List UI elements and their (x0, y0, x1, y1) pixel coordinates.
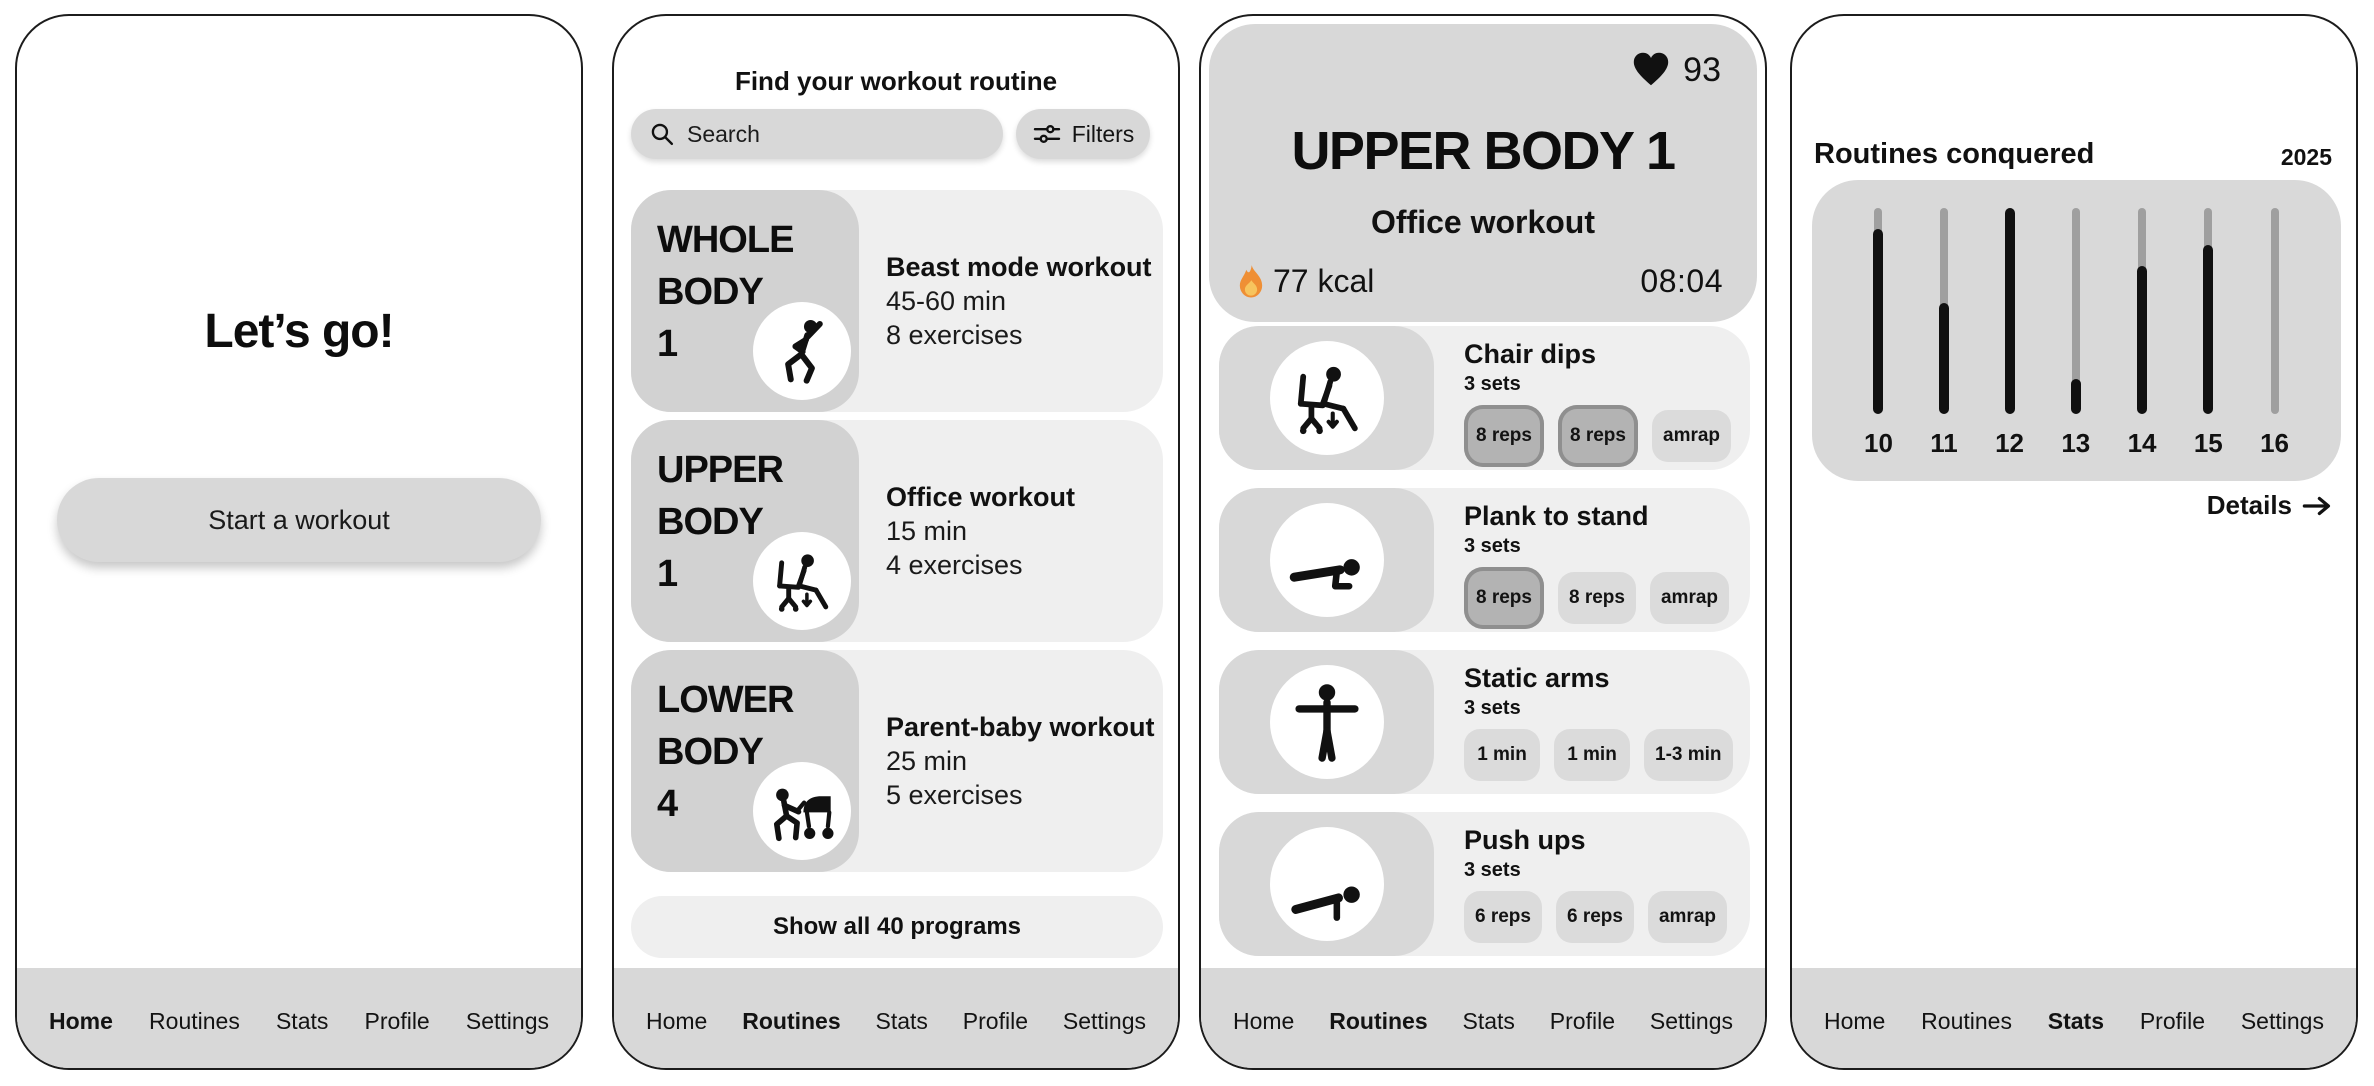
week-label: 16 (2260, 428, 2289, 458)
home-heading: Let’s go! (204, 305, 394, 358)
tab-stats[interactable]: Stats (1462, 1007, 1515, 1034)
program-exercise-count: 4 exercises (886, 550, 1023, 580)
gauge-track (1874, 208, 1882, 414)
set-chip[interactable]: 8 reps (1464, 567, 1544, 629)
program-info (886, 250, 1155, 352)
week-gauge (2128, 208, 2157, 481)
tab-home[interactable]: Home (49, 1007, 113, 1034)
program-card-whole-body-1[interactable] (631, 190, 1163, 412)
set-chip[interactable]: 1 min (1464, 729, 1540, 781)
likes-counter[interactable] (1631, 50, 1721, 90)
gauge-fill (2005, 208, 2015, 414)
tab-home[interactable]: Home (646, 1007, 708, 1034)
exercise-name: Plank to stand (1464, 501, 1649, 531)
exercise-info (1464, 663, 1742, 781)
gauge-fill (1939, 303, 1949, 414)
program-duration: 45-60 min (886, 286, 1007, 316)
exercise-tile (1219, 326, 1434, 470)
routines-conquered-chart (1812, 180, 2341, 481)
program-exercise-count: 5 exercises (886, 780, 1023, 810)
exercise-name: Chair dips (1464, 339, 1597, 369)
tab-routines[interactable]: Routines (1329, 1007, 1428, 1034)
tab-bar (1792, 968, 2356, 1068)
tile-line: LOWER (657, 679, 794, 721)
workout-title: UPPER BODY 1 (1291, 121, 1675, 181)
set-chip[interactable]: amrap (1648, 891, 1727, 943)
program-icon-circle (753, 532, 851, 630)
set-chip[interactable]: 8 reps (1558, 405, 1638, 467)
tile-line: 1 (657, 553, 678, 595)
tile-line: UPPER (657, 449, 783, 491)
tab-routines[interactable]: Routines (1921, 1007, 2012, 1034)
set-chips (1464, 405, 1742, 467)
set-chip[interactable]: 8 reps (1464, 405, 1544, 467)
search-placeholder: Search (687, 120, 760, 147)
set-chip[interactable]: 6 reps (1464, 891, 1542, 943)
tab-settings[interactable]: Settings (2240, 1007, 2324, 1034)
calories-value: 77 kcal (1273, 263, 1375, 299)
page-title: Find your workout routine (734, 66, 1058, 96)
exercise-icon-circle (1270, 503, 1384, 617)
set-chips (1464, 891, 1742, 943)
tab-routines[interactable]: Routines (742, 1007, 841, 1034)
gauge-track (2072, 208, 2080, 414)
week-gauge (1995, 208, 2024, 481)
exercise-name: Static arms (1464, 663, 1610, 693)
push-up-icon (1286, 843, 1368, 925)
tab-settings[interactable]: Settings (1062, 1007, 1146, 1034)
week-label: 12 (1995, 428, 2024, 458)
parent-stroller-icon (767, 776, 837, 846)
tab-home[interactable]: Home (1824, 1007, 1886, 1034)
program-duration: 15 min (886, 516, 968, 546)
start-workout-button[interactable]: Start a workout (57, 478, 541, 562)
week-gauge (2194, 208, 2223, 481)
exercise-row-plank-to-stand[interactable] (1219, 488, 1750, 632)
exercise-sets: 3 sets (1464, 373, 1521, 395)
set-chip[interactable]: amrap (1650, 572, 1729, 624)
gauge-track (1940, 208, 1948, 414)
exercise-row-chair-dips[interactable] (1219, 326, 1750, 470)
program-card-lower-body-4[interactable] (631, 650, 1163, 872)
program-tile (631, 420, 859, 642)
week-gauge (1864, 208, 1893, 481)
tab-profile[interactable]: Profile (1549, 1007, 1615, 1034)
gauge-track (2271, 208, 2279, 414)
exercise-row-push-ups[interactable] (1219, 812, 1750, 956)
exercise-info (1464, 339, 1742, 467)
heart-icon (1631, 50, 1671, 90)
tile-line: BODY (657, 271, 763, 313)
exercise-sets: 3 sets (1464, 697, 1521, 719)
tab-stats[interactable]: Stats (275, 1007, 329, 1034)
workout-subtitle: Office workout (1370, 204, 1595, 240)
details-label: Details (2206, 490, 2292, 520)
workout-metrics (1233, 263, 1723, 300)
tile-line: 4 (657, 783, 678, 825)
program-tile (631, 650, 859, 872)
program-name: Beast mode workout (886, 252, 1152, 282)
tab-routines[interactable]: Routines (149, 1007, 240, 1034)
plank-icon (1286, 519, 1368, 601)
filters-label: Filters (1071, 120, 1135, 147)
exercise-info (1464, 825, 1742, 943)
tile-line: BODY (657, 501, 763, 543)
program-name: Office workout (886, 482, 1076, 512)
program-duration: 25 min (886, 746, 968, 776)
week-gauge (2260, 208, 2289, 481)
week-gauge (1930, 208, 1958, 481)
gauge-fill (1873, 229, 1883, 414)
likes-count: 93 (1683, 50, 1721, 89)
program-exercise-count: 8 exercises (886, 320, 1023, 350)
set-chip[interactable]: amrap (1652, 410, 1731, 462)
chart-title: Routines conquered (1814, 138, 2095, 170)
program-icon-circle (753, 302, 851, 400)
week-label: 13 (2061, 428, 2091, 458)
gauge-fill (2203, 245, 2213, 414)
flame-icon (1233, 264, 1269, 300)
week-gauge (2061, 208, 2090, 481)
calories-readout (1233, 263, 1374, 300)
week-label: 11 (1930, 428, 1958, 458)
workout-timer: 08:04 (1640, 263, 1723, 299)
program-card-upper-body-1[interactable] (631, 420, 1163, 642)
week-label: 15 (2193, 428, 2223, 458)
tab-settings[interactable]: Settings (1649, 1007, 1733, 1034)
t-pose-icon (1286, 681, 1368, 763)
details-link[interactable] (2207, 490, 2332, 521)
exercise-tile (1219, 488, 1434, 632)
tab-bar (1201, 968, 1765, 1068)
search-input[interactable] (631, 109, 1003, 159)
tab-profile[interactable]: Profile (2139, 1007, 2206, 1034)
chair-dips-icon (767, 546, 837, 616)
home-screen (15, 14, 583, 1070)
tab-bar (17, 968, 581, 1068)
tab-profile[interactable]: Profile (962, 1007, 1028, 1034)
arrow-right-icon (2302, 491, 2332, 521)
tile-line: WHOLE (657, 219, 794, 261)
exercise-icon-circle (1270, 665, 1384, 779)
program-info (886, 710, 1155, 812)
workout-header-card (1209, 24, 1757, 322)
gauge-track (2138, 208, 2146, 414)
tile-line: 1 (657, 323, 678, 365)
exercise-tile (1219, 650, 1434, 794)
stats-screen (1790, 14, 2358, 1070)
tab-settings[interactable]: Settings (465, 1007, 549, 1034)
tab-profile[interactable]: Profile (364, 1007, 430, 1034)
search-icon (649, 121, 675, 147)
exercise-name: Push ups (1464, 825, 1586, 855)
filters-slider-icon (1032, 119, 1062, 149)
program-info (886, 480, 1155, 582)
program-tile (631, 190, 859, 412)
exercise-icon-circle (1270, 827, 1384, 941)
gauge-track (2006, 208, 2014, 414)
tab-stats[interactable]: Stats (875, 1007, 928, 1034)
set-chip[interactable]: 1 min (1554, 729, 1630, 781)
gauge-track (2204, 208, 2212, 414)
exercise-info (1464, 501, 1742, 629)
program-name: Parent-baby workout (886, 712, 1155, 742)
tab-home[interactable]: Home (1233, 1007, 1295, 1034)
set-chip[interactable]: 1-3 min (1644, 729, 1733, 781)
show-all-programs-button[interactable]: Show all 40 programs (631, 896, 1163, 958)
set-chips (1464, 729, 1742, 781)
chart-year: 2025 (2280, 144, 2332, 170)
workout-screen (1199, 14, 1767, 1070)
stretching-person-icon (769, 318, 835, 384)
exercise-sets: 3 sets (1464, 535, 1521, 557)
program-icon-circle (753, 762, 851, 860)
tile-line: BODY (657, 731, 763, 773)
exercise-row-static-arms[interactable] (1219, 650, 1750, 794)
exercise-tile (1219, 812, 1434, 956)
set-chip[interactable]: 6 reps (1556, 891, 1634, 943)
filters-button[interactable] (1016, 109, 1150, 159)
chair-dips-icon (1286, 357, 1368, 439)
gauge-fill (2137, 266, 2147, 414)
week-label: 10 (1864, 428, 1893, 458)
set-chips (1464, 567, 1742, 629)
routines-screen (612, 14, 1180, 1070)
exercise-sets: 3 sets (1464, 859, 1521, 881)
tab-stats[interactable]: Stats (2047, 1007, 2105, 1034)
set-chip[interactable]: 8 reps (1558, 572, 1636, 624)
gauge-fill (2071, 379, 2081, 414)
tab-bar (614, 968, 1178, 1068)
week-label: 14 (2127, 428, 2157, 458)
exercise-icon-circle (1270, 341, 1384, 455)
